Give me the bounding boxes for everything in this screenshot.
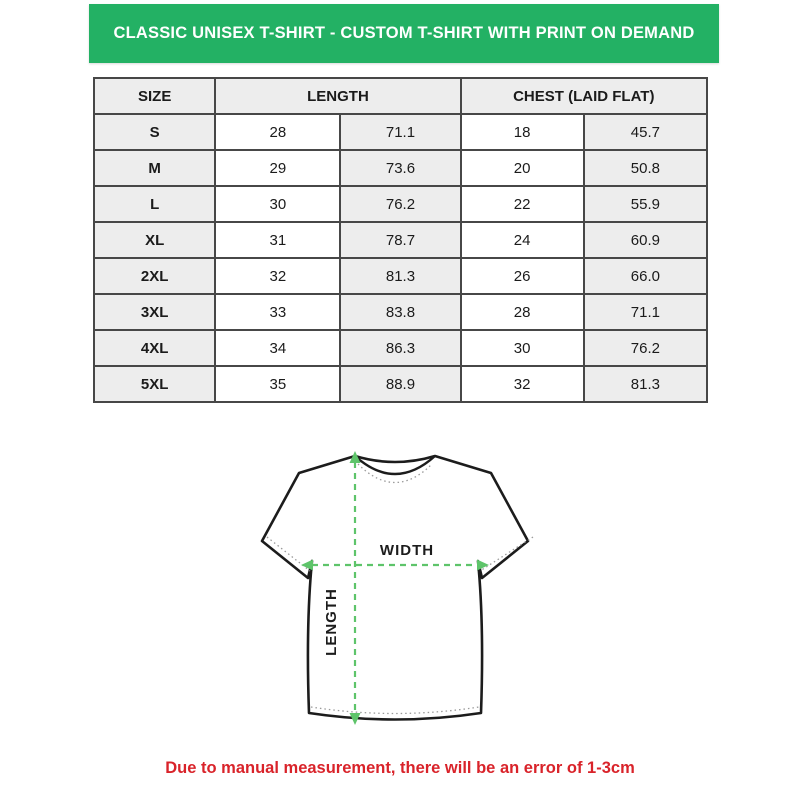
length-cm: 88.9 [340, 366, 460, 402]
length-cm: 81.3 [340, 258, 460, 294]
length-cm: 76.2 [340, 186, 460, 222]
chest-cm: 66.0 [584, 258, 707, 294]
length-inches: 30 [215, 186, 340, 222]
size-chart-table [93, 77, 708, 403]
column-header-length: LENGTH [215, 78, 460, 114]
chest-inches: 32 [461, 366, 584, 402]
length-inches: 35 [215, 366, 340, 402]
chest-cm: 76.2 [584, 330, 707, 366]
column-header-size: SIZE [94, 78, 215, 114]
length-inches: 32 [215, 258, 340, 294]
size-label: S [94, 114, 215, 150]
size-label: 2XL [94, 258, 215, 294]
tshirt-measurement-diagram [254, 442, 546, 736]
size-row-s [94, 114, 707, 150]
chest-inches: 18 [461, 114, 584, 150]
length-inches: 31 [215, 222, 340, 258]
length-cm: 83.8 [340, 294, 460, 330]
size-row-l [94, 186, 707, 222]
chest-cm: 50.8 [584, 150, 707, 186]
chest-inches: 28 [461, 294, 584, 330]
length-label: LENGTH [323, 588, 340, 656]
size-chart-section [93, 77, 708, 403]
length-cm: 78.7 [340, 222, 460, 258]
size-row-xl [94, 222, 707, 258]
chest-cm: 81.3 [584, 366, 707, 402]
length-cm: 73.6 [340, 150, 460, 186]
size-label: M [94, 150, 215, 186]
length-cm: 86.3 [340, 330, 460, 366]
chest-cm: 55.9 [584, 186, 707, 222]
size-row-3xl [94, 294, 707, 330]
size-row-m [94, 150, 707, 186]
chest-cm: 45.7 [584, 114, 707, 150]
size-label: 5XL [94, 366, 215, 402]
size-row-2xl [94, 258, 707, 294]
title-banner [89, 4, 719, 63]
length-cm: 71.1 [340, 114, 460, 150]
size-label: 3XL [94, 294, 215, 330]
column-header-chest: CHEST (LAID FLAT) [461, 78, 707, 114]
page-title: CLASSIC UNISEX T-SHIRT - CUSTOM T-SHIRT WITH PRINT ON DEMAND [113, 24, 695, 42]
chest-inches: 26 [461, 258, 584, 294]
tshirt-outline [262, 456, 528, 720]
measurement-disclaimer: Due to manual measurement, there will be an error of 1-3cm [165, 759, 635, 777]
size-label: XL [94, 222, 215, 258]
chest-inches: 24 [461, 222, 584, 258]
size-row-4xl [94, 330, 707, 366]
length-inches: 28 [215, 114, 340, 150]
size-label: L [94, 186, 215, 222]
width-label: WIDTH [379, 542, 435, 559]
length-inches: 34 [215, 330, 340, 366]
chest-cm: 71.1 [584, 294, 707, 330]
size-row-5xl [94, 366, 707, 402]
length-inches: 33 [215, 294, 340, 330]
length-inches: 29 [215, 150, 340, 186]
table-header-row [94, 78, 707, 114]
size-label: 4XL [94, 330, 215, 366]
chest-inches: 30 [461, 330, 584, 366]
chest-inches: 22 [461, 186, 584, 222]
chest-inches: 20 [461, 150, 584, 186]
chest-cm: 60.9 [584, 222, 707, 258]
